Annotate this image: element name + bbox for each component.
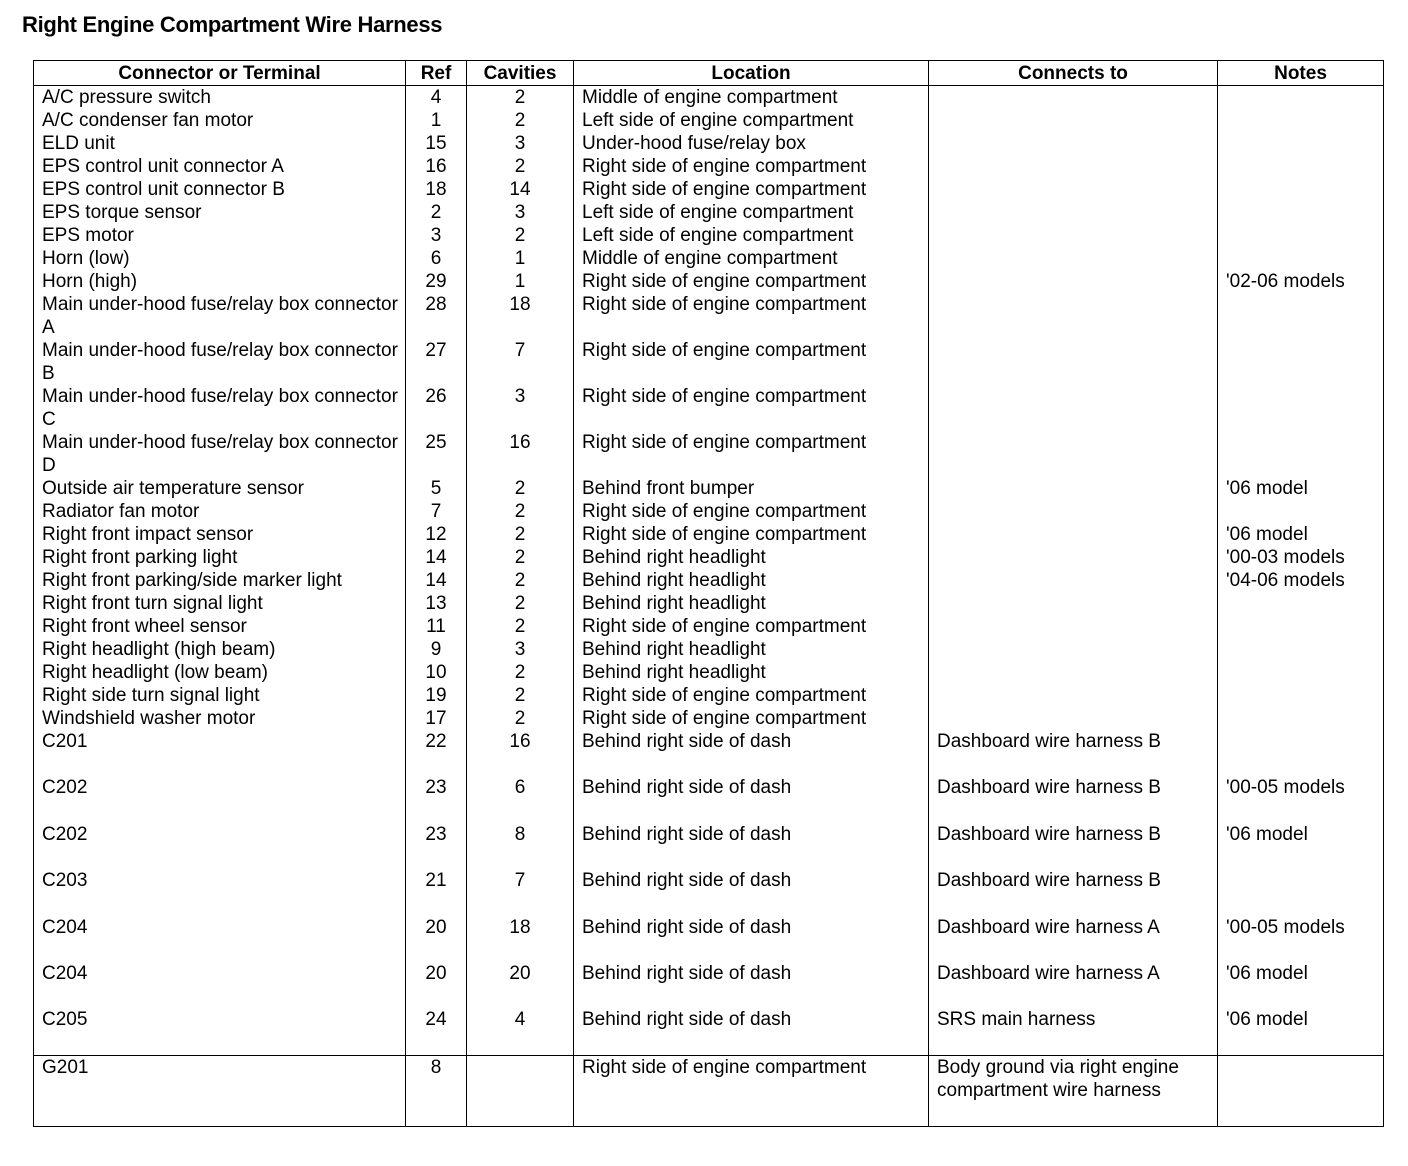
cell-location: Under-hood fuse/relay box [574,132,929,155]
cell-cavities: 2 [467,224,574,247]
cell-connects-to [929,224,1218,247]
table-row [34,109,1384,132]
cell-connects-to [929,523,1218,546]
cell-connector: C202 [34,776,406,822]
cell-notes [1218,86,1384,110]
cell-notes [1218,707,1384,730]
cell-location: Behind right headlight [574,592,929,615]
cell-cavities: 1 [467,270,574,293]
table-row [34,962,1384,1008]
header-notes: Notes [1218,61,1384,86]
table-row [34,500,1384,523]
cell-notes: '06 model [1218,477,1384,500]
cell-location: Right side of engine compartment [574,684,929,707]
cell-location: Right side of engine compartment [574,270,929,293]
cell-cavities: 8 [467,823,574,869]
cell-ref: 15 [406,132,467,155]
cell-cavities: 2 [467,592,574,615]
cell-cavities: 2 [467,523,574,546]
table-row [34,823,1384,869]
cell-location: Right side of engine compartment [574,707,929,730]
table-row [34,707,1384,730]
cell-connector: Right front impact sensor [34,523,406,546]
cell-connects-to [929,477,1218,500]
header-connector: Connector or Terminal [34,61,406,86]
table-row [34,339,1384,385]
cell-notes [1218,132,1384,155]
cell-cavities: 2 [467,661,574,684]
cell-ref: 14 [406,546,467,569]
cell-connector: ELD unit [34,132,406,155]
cell-notes [1218,201,1384,224]
cell-connector: EPS torque sensor [34,201,406,224]
cell-cavities: 6 [467,776,574,822]
cell-ref: 3 [406,224,467,247]
cell-connector: Main under-hood fuse/relay box connector B [34,339,406,385]
table-row [34,132,1384,155]
table-row [34,201,1384,224]
cell-connects-to [929,500,1218,523]
table-row [34,638,1384,661]
cell-cavities: 20 [467,962,574,1008]
cell-location: Left side of engine compartment [574,109,929,132]
cell-connects-to [929,684,1218,707]
header-location: Location [574,61,929,86]
cell-connector: EPS control unit connector B [34,178,406,201]
cell-location: Behind right side of dash [574,962,929,1008]
cell-location: Behind right headlight [574,661,929,684]
cell-connects-to [929,132,1218,155]
cell-location: Left side of engine compartment [574,224,929,247]
cell-connector: Main under-hood fuse/relay box connector D [34,431,406,477]
cell-ref: 13 [406,592,467,615]
cell-connects-to [929,339,1218,385]
cell-connects-to: Dashboard wire harness A [929,962,1218,1008]
cell-connector: Right front wheel sensor [34,615,406,638]
page-title: Right Engine Compartment Wire Harness [22,12,443,37]
cell-ref: 23 [406,823,467,869]
cell-connector: C203 [34,869,406,915]
table-row [34,477,1384,500]
header-connects-to: Connects to [929,61,1218,86]
cell-ref: 9 [406,638,467,661]
cell-cavities: 2 [467,155,574,178]
cell-cavities: 2 [467,86,574,110]
cell-ref: 19 [406,684,467,707]
cell-cavities: 3 [467,201,574,224]
cell-connector: Right headlight (low beam) [34,661,406,684]
cell-connects-to [929,201,1218,224]
table-row [34,178,1384,201]
cell-location: Middle of engine compartment [574,247,929,270]
cell-notes [1218,500,1384,523]
cell-notes [1218,1055,1384,1126]
cell-location: Right side of engine compartment [574,155,929,178]
cell-connector: Right front parking/side marker light [34,569,406,592]
cell-cavities: 2 [467,569,574,592]
cell-connects-to [929,638,1218,661]
cell-cavities: 2 [467,615,574,638]
table-row [34,1008,1384,1055]
cell-notes: '06 model [1218,962,1384,1008]
cell-connects-to [929,86,1218,110]
cell-connects-to [929,546,1218,569]
cell-connects-to [929,109,1218,132]
cell-connects-to [929,178,1218,201]
cell-connector: Horn (low) [34,247,406,270]
cell-notes [1218,684,1384,707]
cell-ref: 22 [406,730,467,776]
cell-connects-to [929,247,1218,270]
cell-ref: 24 [406,1008,467,1055]
header-cavities: Cavities [467,61,574,86]
cell-cavities: 2 [467,500,574,523]
cell-cavities: 1 [467,247,574,270]
cell-connector: Right front parking light [34,546,406,569]
cell-notes: '00-03 models [1218,546,1384,569]
cell-location: Behind right side of dash [574,776,929,822]
cell-cavities: 3 [467,132,574,155]
cell-connector: Windshield washer motor [34,707,406,730]
cell-connector: Radiator fan motor [34,500,406,523]
cell-location: Behind right side of dash [574,1008,929,1055]
cell-notes: '02-06 models [1218,270,1384,293]
cell-connects-to: Dashboard wire harness A [929,916,1218,962]
cell-connector: Main under-hood fuse/relay box connector A [34,293,406,339]
cell-cavities: 14 [467,178,574,201]
cell-notes [1218,730,1384,776]
cell-location: Behind right headlight [574,546,929,569]
cell-notes: '00-05 models [1218,916,1384,962]
table-row [34,730,1384,776]
cell-cavities: 2 [467,477,574,500]
cell-location: Middle of engine compartment [574,86,929,110]
cell-connector: A/C condenser fan motor [34,109,406,132]
table-row [34,385,1384,431]
cell-notes [1218,293,1384,339]
cell-cavities [467,1055,574,1126]
cell-location: Behind right side of dash [574,916,929,962]
cell-ref: 12 [406,523,467,546]
cell-connector: Right front turn signal light [34,592,406,615]
cell-cavities: 3 [467,638,574,661]
cell-cavities: 16 [467,431,574,477]
cell-ref: 10 [406,661,467,684]
cell-cavities: 7 [467,869,574,915]
cell-notes [1218,431,1384,477]
cell-connects-to: Dashboard wire harness B [929,730,1218,776]
cell-connects-to: SRS main harness [929,1008,1218,1055]
cell-cavities: 18 [467,293,574,339]
cell-cavities: 16 [467,730,574,776]
cell-cavities: 2 [467,546,574,569]
cell-ref: 25 [406,431,467,477]
cell-notes [1218,109,1384,132]
cell-location: Behind right side of dash [574,823,929,869]
cell-ref: 20 [406,962,467,1008]
cell-notes: '06 model [1218,823,1384,869]
cell-connector: Main under-hood fuse/relay box connector C [34,385,406,431]
cell-connector: C205 [34,1008,406,1055]
cell-connects-to [929,155,1218,178]
cell-connector: Outside air temperature sensor [34,477,406,500]
table-row [34,661,1384,684]
cell-connector: C202 [34,823,406,869]
cell-location: Behind right headlight [574,569,929,592]
cell-ref: 17 [406,707,467,730]
table-row [34,569,1384,592]
cell-notes [1218,178,1384,201]
cell-location: Right side of engine compartment [574,385,929,431]
cell-notes [1218,339,1384,385]
cell-ref: 20 [406,916,467,962]
cell-notes [1218,615,1384,638]
cell-connector: G201 [34,1055,406,1126]
cell-notes: '06 model [1218,523,1384,546]
cell-ref: 2 [406,201,467,224]
cell-connects-to [929,569,1218,592]
cell-ref: 23 [406,776,467,822]
cell-connects-to [929,592,1218,615]
cell-cavities: 3 [467,385,574,431]
cell-connector: A/C pressure switch [34,86,406,110]
table-row [34,615,1384,638]
cell-notes [1218,638,1384,661]
cell-location: Right side of engine compartment [574,523,929,546]
cell-ref: 6 [406,247,467,270]
cell-ref: 14 [406,569,467,592]
cell-notes [1218,247,1384,270]
cell-connector: C204 [34,962,406,1008]
cell-cavities: 2 [467,684,574,707]
cell-connector: EPS motor [34,224,406,247]
cell-notes [1218,385,1384,431]
header-row [34,61,1384,86]
cell-connects-to: Dashboard wire harness B [929,776,1218,822]
cell-connector: C204 [34,916,406,962]
table-row [34,270,1384,293]
cell-connects-to: Dashboard wire harness B [929,823,1218,869]
table-row [34,592,1384,615]
cell-ref: 27 [406,339,467,385]
cell-connector: EPS control unit connector A [34,155,406,178]
table-row [34,776,1384,822]
cell-connector: Horn (high) [34,270,406,293]
cell-connects-to [929,707,1218,730]
cell-ref: 8 [406,1055,467,1126]
cell-location: Right side of engine compartment [574,178,929,201]
cell-ref: 21 [406,869,467,915]
cell-ref: 28 [406,293,467,339]
cell-ref: 26 [406,385,467,431]
cell-notes [1218,592,1384,615]
cell-ref: 18 [406,178,467,201]
cell-notes [1218,661,1384,684]
header-ref: Ref [406,61,467,86]
table-row [34,684,1384,707]
table-row [34,523,1384,546]
cell-location: Right side of engine compartment [574,1055,929,1126]
table-row [34,293,1384,339]
cell-location: Right side of engine compartment [574,431,929,477]
table-row [34,869,1384,915]
cell-location: Right side of engine compartment [574,293,929,339]
table-row [34,546,1384,569]
cell-cavities: 4 [467,1008,574,1055]
cell-location: Behind right headlight [574,638,929,661]
cell-location: Right side of engine compartment [574,500,929,523]
table-row [34,431,1384,477]
cell-location: Behind right side of dash [574,869,929,915]
cell-connects-to [929,615,1218,638]
cell-ref: 1 [406,109,467,132]
cell-notes: '06 model [1218,1008,1384,1055]
table-row [34,247,1384,270]
cell-cavities: 7 [467,339,574,385]
cell-connects-to [929,661,1218,684]
cell-ref: 11 [406,615,467,638]
table-row [34,224,1384,247]
cell-connects-to: Dashboard wire harness B [929,869,1218,915]
cell-notes: '00-05 models [1218,776,1384,822]
cell-connects-to [929,385,1218,431]
wire-harness-table [33,60,1384,1127]
cell-notes [1218,155,1384,178]
cell-cavities: 18 [467,916,574,962]
cell-ref: 5 [406,477,467,500]
table-row [34,916,1384,962]
cell-notes: '04-06 models [1218,569,1384,592]
table-row [34,86,1384,110]
table-row [34,155,1384,178]
cell-location: Right side of engine compartment [574,339,929,385]
cell-notes [1218,869,1384,915]
cell-notes [1218,224,1384,247]
cell-connector: Right headlight (high beam) [34,638,406,661]
cell-ref: 16 [406,155,467,178]
cell-connects-to: Body ground via right engine compartment wire harness [929,1055,1218,1126]
cell-location: Left side of engine compartment [574,201,929,224]
cell-location: Right side of engine compartment [574,615,929,638]
cell-connector: C201 [34,730,406,776]
cell-cavities: 2 [467,707,574,730]
cell-connects-to [929,293,1218,339]
table-row [34,1055,1384,1126]
cell-ref: 4 [406,86,467,110]
cell-connector: Right side turn signal light [34,684,406,707]
cell-cavities: 2 [467,109,574,132]
cell-connects-to [929,431,1218,477]
cell-ref: 29 [406,270,467,293]
cell-connects-to [929,270,1218,293]
cell-ref: 7 [406,500,467,523]
cell-location: Behind front bumper [574,477,929,500]
cell-location: Behind right side of dash [574,730,929,776]
